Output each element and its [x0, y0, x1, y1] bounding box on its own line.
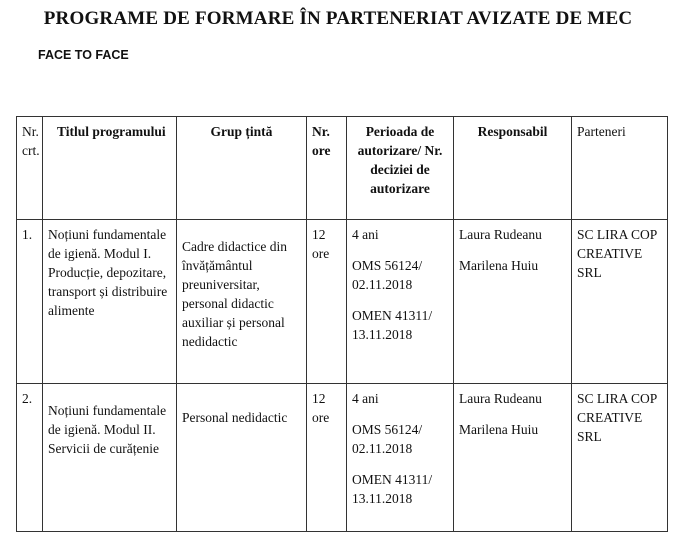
- oms-text: OMS 56124/ 02.11.2018: [352, 258, 423, 292]
- header-titlu: Titlul programului: [43, 117, 177, 220]
- cell-perioada: [347, 384, 454, 532]
- oms-text: OMS 56124/ 02.11.2018: [352, 422, 423, 456]
- cell-parteneri: SC LIRA COP CREATIVE SRL: [572, 220, 668, 384]
- perioada-text: 4 ani: [352, 227, 379, 242]
- cell-grup: [177, 220, 307, 384]
- perioada-text: 4 ani: [352, 391, 379, 406]
- cell-grup: [177, 384, 307, 532]
- table-header-row: [17, 117, 668, 220]
- omen-text: OMEN 41311/ 13.11.2018: [352, 472, 433, 506]
- cell-titlu: Noțiuni fundamentale de igienă. Modul I. Producție, depozitare, transport și distribuire alimente: [43, 220, 177, 384]
- cell-ore: 12 ore: [307, 220, 347, 384]
- cell-nr: 2.: [17, 384, 43, 532]
- header-parteneri: Parteneri: [572, 117, 668, 220]
- programs-table: [16, 116, 668, 532]
- header-ore: Nr. ore: [307, 117, 347, 220]
- cell-responsabil: [454, 220, 572, 384]
- cell-responsabil: [454, 384, 572, 532]
- responsabil-1: Laura Rudeanu: [459, 391, 542, 406]
- responsabil-1: Laura Rudeanu: [459, 227, 542, 242]
- grup-text: Cadre didactice din învățământul preuniversitar, personal didactic auxiliar și personal nedidactic: [182, 239, 287, 349]
- table-row: [17, 220, 668, 384]
- header-responsabil: Responsabil: [454, 117, 572, 220]
- cell-parteneri: SC LIRA COP CREATIVE SRL: [572, 384, 668, 532]
- responsabil-2: Marilena Huiu: [459, 422, 539, 437]
- cell-ore: 12 ore: [307, 384, 347, 532]
- header-nr: Nr. crt.: [17, 117, 43, 220]
- table-row: [17, 384, 668, 532]
- document-title: PROGRAME DE FORMARE ÎN PARTENERIAT AVIZATE DE MEC: [43, 8, 633, 29]
- document-subtitle: FACE TO FACE: [38, 48, 129, 62]
- header-perioada: Perioada de autorizare/ Nr. deciziei de autorizare: [347, 117, 454, 220]
- cell-nr: 1.: [17, 220, 43, 384]
- omen-text: OMEN 41311/ 13.11.2018: [352, 308, 433, 342]
- grup-text: Personal nedidactic: [182, 410, 288, 425]
- cell-titlu: [43, 384, 177, 532]
- titlu-text: Noțiuni fundamentale de igienă. Modul II. Servicii de curățenie: [48, 403, 167, 456]
- header-grup: Grup țintă: [177, 117, 307, 220]
- responsabil-2: Marilena Huiu: [459, 258, 539, 273]
- cell-perioada: [347, 220, 454, 384]
